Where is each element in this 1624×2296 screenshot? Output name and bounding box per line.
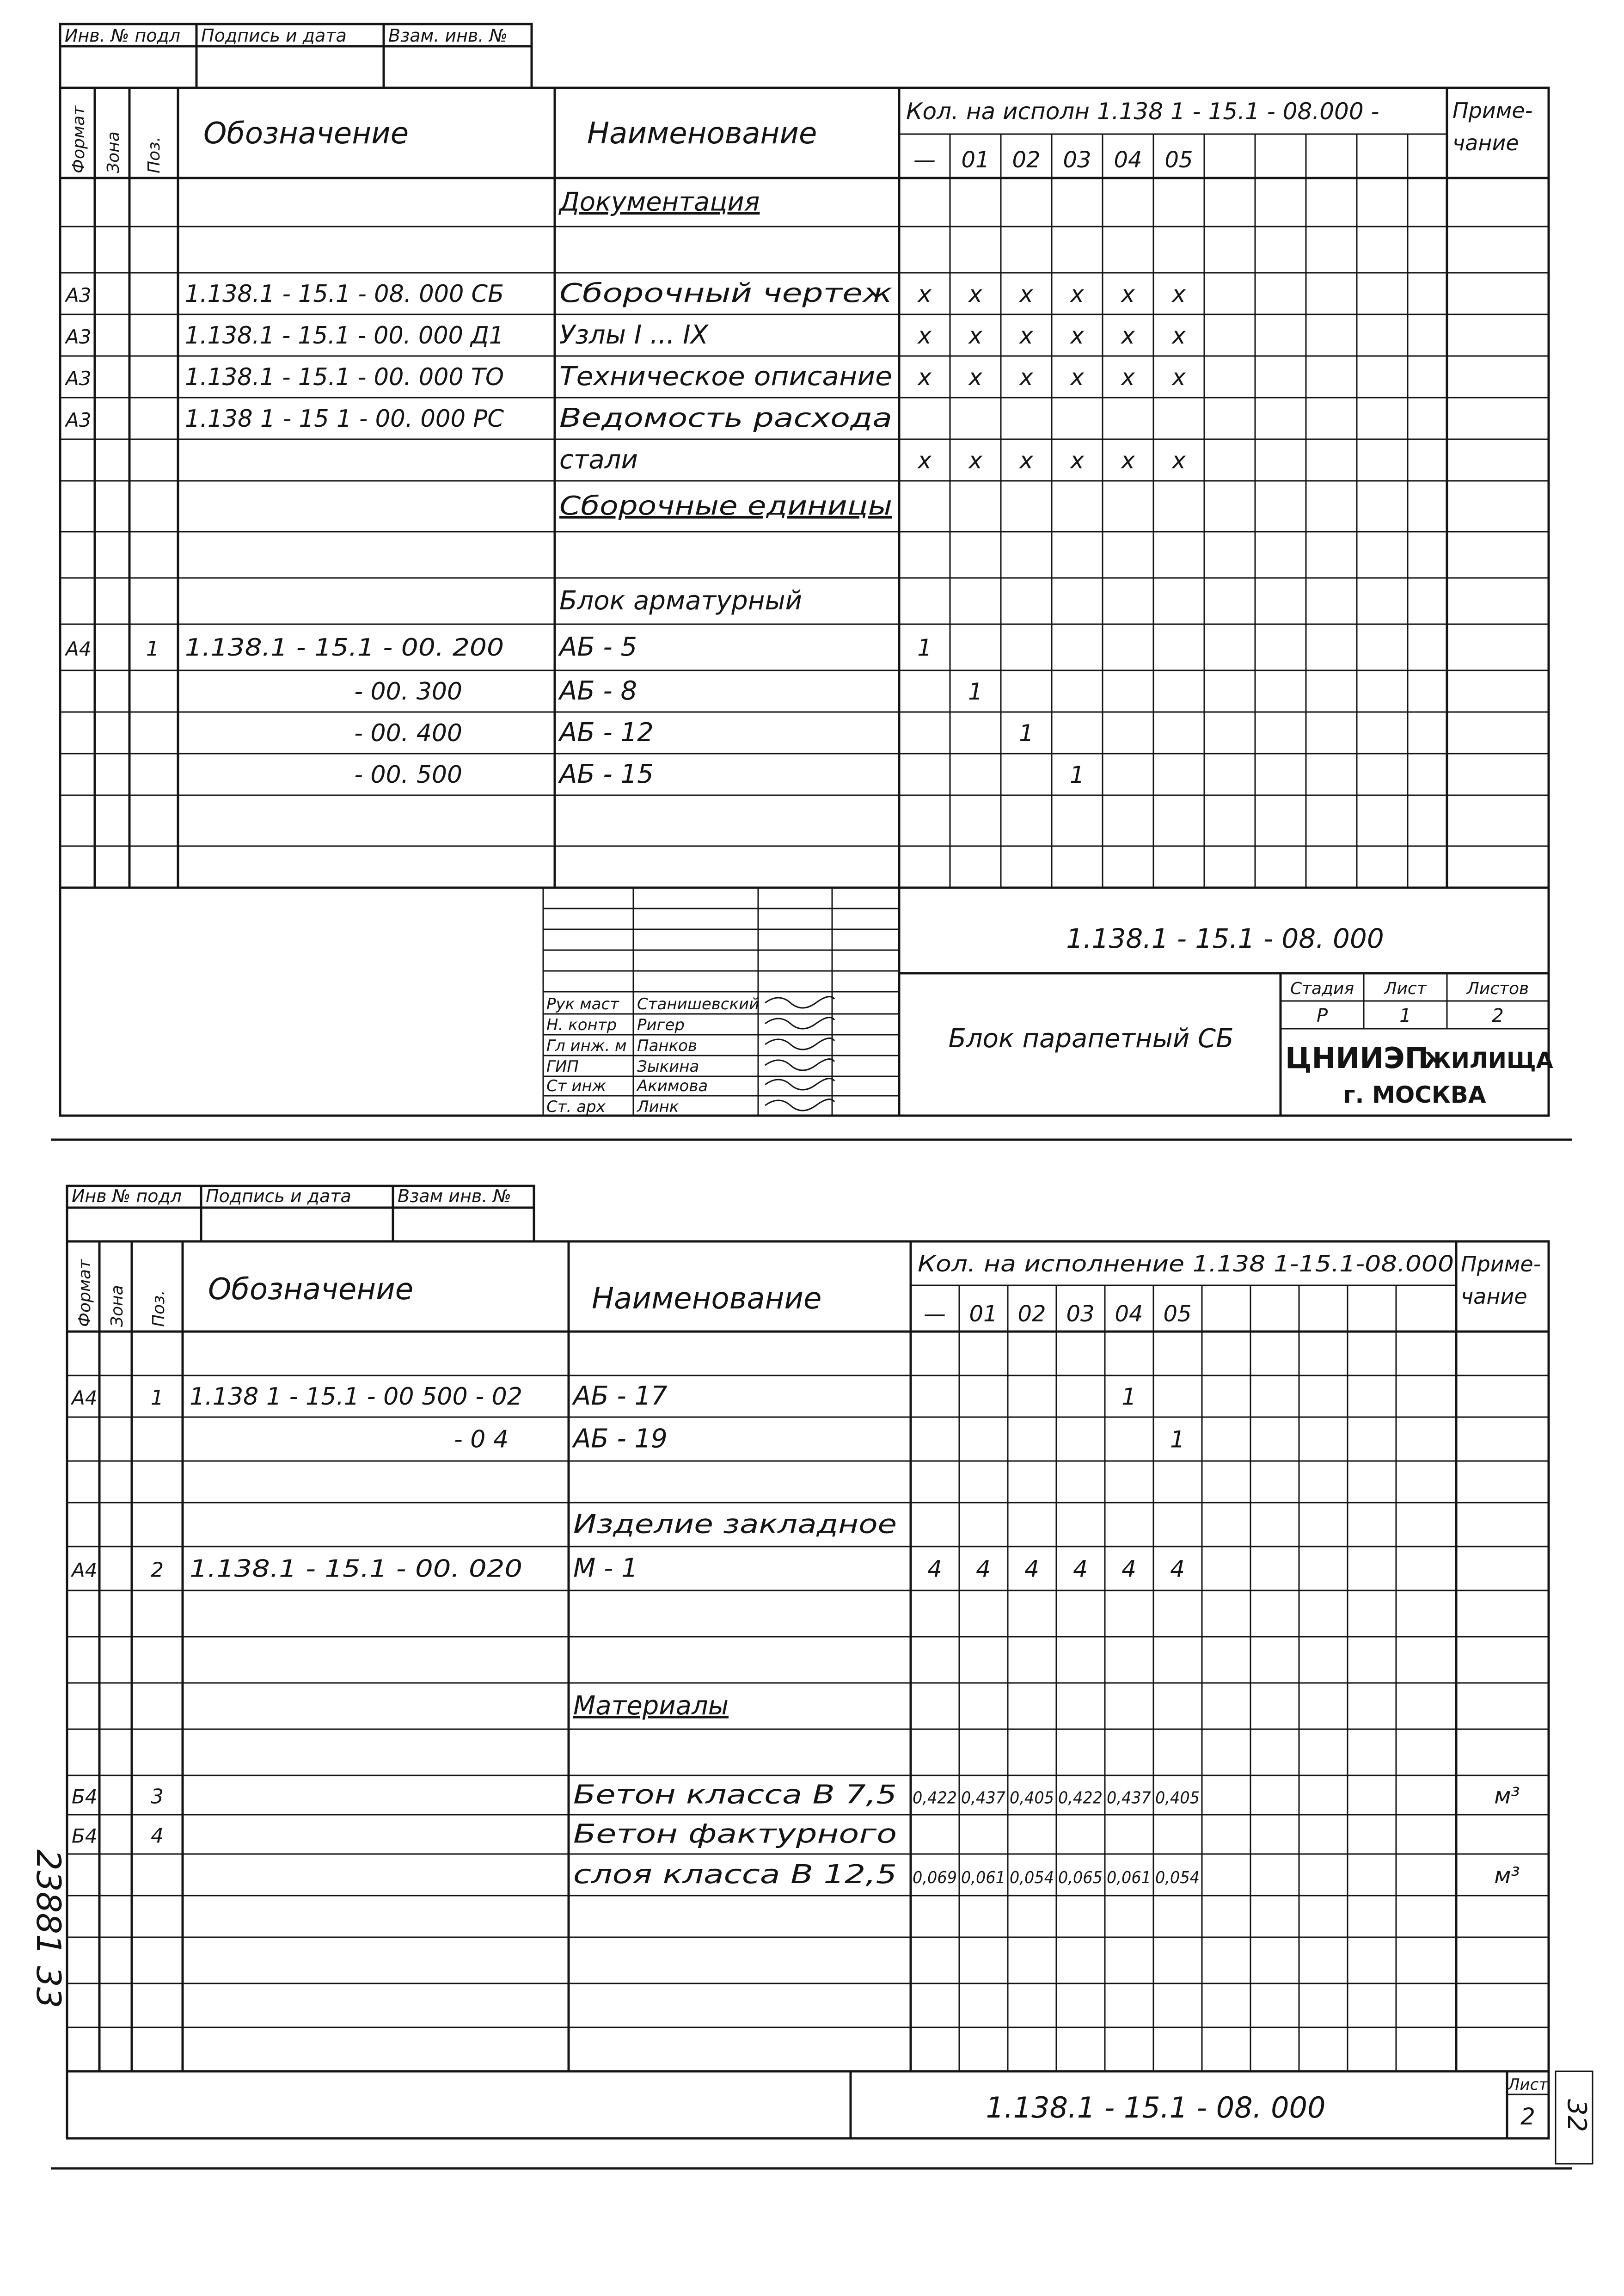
- variant-header: 02: [1017, 1301, 1046, 1327]
- qty-cell: 1: [968, 678, 983, 705]
- qty-cell: x: [1121, 281, 1135, 307]
- qty-cell: x: [1019, 322, 1033, 349]
- qty-cell: x: [1172, 447, 1186, 474]
- designation-cell: 1.138.1 - 15.1 - 00. 000 ТО: [185, 363, 504, 391]
- stamp-inv-label: Инв. № подл: [65, 25, 181, 46]
- sheet2-column-lines: [99, 1241, 1456, 2071]
- title-code: 1.138.1 - 15.1 - 08. 000: [1066, 923, 1384, 954]
- name-cell: стали: [559, 445, 638, 475]
- header2-qty: Кол. на исполнение 1.138 1-15.1-08.000: [918, 1251, 1454, 1277]
- signer-role: Рук маст: [546, 995, 619, 1013]
- qty-cell: x: [918, 447, 932, 474]
- name-cell: Материалы: [573, 1691, 729, 1721]
- sheets-value: 2: [1492, 1005, 1504, 1026]
- stamp2-vzam-label: Взам инв. №: [398, 1186, 511, 1206]
- designation-cell: 1.138.1 - 15.1 - 00. 020: [190, 1555, 522, 1583]
- note-cell: м³: [1494, 1863, 1520, 1889]
- sheet1-rows: [64, 187, 1186, 790]
- header2-pos: Поз.: [149, 1290, 168, 1327]
- name-cell: АБ - 19: [573, 1424, 668, 1454]
- sheet-value: 1: [1399, 1005, 1411, 1026]
- org-city: г. МОСКВА: [1343, 1081, 1486, 1108]
- qty-cell: x: [1019, 447, 1033, 474]
- qty-cell: 4: [976, 1555, 991, 1583]
- sheet1-column-lines: [95, 88, 1447, 888]
- signer-name: Акимова: [637, 1077, 708, 1095]
- footer-sheet-label: Лист: [1508, 2075, 1548, 2094]
- qty-cell: 1: [1070, 761, 1085, 788]
- variant-header: —: [913, 147, 936, 173]
- note-cell: м³: [1494, 1783, 1520, 1809]
- pos-cell: 3: [151, 1785, 164, 1809]
- qty-cell: 0,061: [1107, 1868, 1151, 1887]
- header-pos: Поз.: [145, 136, 164, 173]
- pos-cell: 1: [151, 1386, 164, 1410]
- qty-cell: x: [1070, 364, 1084, 391]
- signer-role: Ст. арх: [546, 1098, 606, 1116]
- qty-cell: 0,069: [913, 1868, 957, 1887]
- title-block: [543, 888, 1553, 1116]
- format-cell: А4: [72, 1559, 98, 1582]
- qty-cell: 4: [1121, 1555, 1136, 1583]
- qty-cell: x: [1121, 447, 1135, 474]
- qty-cell: x: [1172, 281, 1186, 307]
- signer-name: Ригер: [637, 1016, 685, 1034]
- designation-cell: - 00. 500: [354, 761, 462, 789]
- footer-code: 1.138.1 - 15.1 - 08. 000: [986, 2091, 1326, 2124]
- format-cell: Б4: [72, 1785, 98, 1808]
- signature-mark: [765, 1038, 834, 1050]
- name-cell: АБ - 8: [559, 676, 637, 706]
- sheet-1: [60, 24, 1553, 1116]
- title-name: Блок парапетный СБ: [948, 1024, 1234, 1054]
- qty-cell: x: [1019, 281, 1033, 307]
- name-cell: Сборочный чертеж: [559, 278, 892, 308]
- name-cell: Сборочные единицы: [559, 491, 892, 521]
- stage-label: Стадия: [1290, 979, 1354, 998]
- qty-cell: 4: [1170, 1555, 1185, 1583]
- header2-note-1: Приме-: [1461, 1252, 1541, 1277]
- header2-note-2: чание: [1461, 1284, 1527, 1309]
- variant-header: 02: [1012, 147, 1041, 173]
- stamp2-sign-label: Подпись и дата: [206, 1186, 351, 1206]
- name-cell: слоя класса В 12,5: [573, 1860, 897, 1890]
- pos-cell: 2: [151, 1558, 164, 1582]
- sheet1-row-lines: [60, 227, 1549, 846]
- sheets-label: Листов: [1466, 979, 1529, 998]
- header-designation: Обозначение: [203, 117, 409, 151]
- qty-cell: x: [1172, 322, 1186, 349]
- name-cell: Техническое описание: [559, 362, 892, 392]
- qty-cell: 0,422: [1058, 1788, 1103, 1808]
- designation-cell: 1.138 1 - 15.1 - 00 500 - 02: [190, 1383, 522, 1411]
- stamp2-inv-label: Инв № подл: [72, 1186, 182, 1206]
- signature-mark: [765, 1059, 834, 1070]
- name-cell: Ведомость расхода: [559, 403, 892, 433]
- qty-cell: 1: [1121, 1383, 1136, 1410]
- qty-cell: x: [1019, 364, 1033, 391]
- name-cell: АБ - 12: [559, 718, 654, 748]
- qty-cell: 0,061: [961, 1868, 1005, 1887]
- header-zone: Зона: [104, 131, 123, 173]
- qty-cell: 0,054: [1155, 1868, 1200, 1887]
- name-cell: Изделие закладное: [573, 1509, 897, 1540]
- format-cell: Б4: [72, 1824, 98, 1848]
- designation-cell: - 00. 300: [354, 678, 462, 706]
- format-cell: А3: [66, 409, 92, 431]
- qty-cell: 1: [1170, 1426, 1185, 1453]
- variant-headers-2: [924, 1301, 1192, 1327]
- designation-cell: 1.138.1 - 15.1 - 00. 000 Д1: [185, 322, 504, 350]
- name-cell: АБ - 5: [559, 632, 637, 662]
- signer-name: Зыкина: [637, 1057, 699, 1076]
- designation-cell: 1.138 1 - 15 1 - 00. 000 РС: [185, 405, 504, 433]
- header2-designation: Обозначение: [208, 1272, 414, 1307]
- signature-mark: [765, 1099, 834, 1111]
- qty-cell: x: [968, 322, 982, 349]
- qty-cell: 0,422: [913, 1788, 957, 1808]
- name-cell: Бетон класса В 7,5: [573, 1780, 897, 1810]
- format-cell: А3: [66, 325, 92, 348]
- signer-name: Линк: [637, 1098, 679, 1116]
- header-format: Формат: [69, 105, 88, 173]
- footer-sheet-value: 2: [1520, 2103, 1535, 2130]
- qty-cell: x: [1070, 281, 1084, 307]
- qty-cell: x: [1121, 322, 1135, 349]
- archive-number: 23881 33: [29, 1849, 68, 2008]
- signature-mark: [765, 997, 834, 1008]
- qty-cell: x: [1070, 447, 1084, 474]
- variant-header: 01: [961, 147, 990, 173]
- sheet-2: [67, 1186, 1549, 2138]
- qty-cell: x: [968, 447, 982, 474]
- variant-header: 01: [969, 1301, 998, 1327]
- stamp-vzam-label: Взам. инв. №: [388, 25, 508, 46]
- signer-role: ГИП: [546, 1057, 579, 1076]
- variant-header: 04: [1114, 147, 1142, 173]
- designation-cell: - 0 4: [454, 1425, 509, 1454]
- org-dept: ЖИЛИЩА: [1424, 1048, 1553, 1074]
- designation-cell: - 00. 400: [354, 719, 462, 747]
- header-name: Наименование: [587, 117, 817, 151]
- header2-format: Формат: [75, 1259, 94, 1327]
- pos-cell: 4: [151, 1824, 164, 1848]
- page-number: 32: [1562, 2099, 1592, 2132]
- header-note-1: Приме-: [1452, 98, 1533, 123]
- qty-cell: 1: [917, 634, 932, 661]
- qty-cell: 0,405: [1155, 1788, 1200, 1808]
- signer-name: Станишевский: [637, 995, 760, 1013]
- sheet2-rows: [70, 1381, 1520, 1890]
- qty-cell: 0,054: [1010, 1868, 1054, 1887]
- variant-header: 05: [1164, 147, 1193, 173]
- variant-headers: [913, 147, 1193, 173]
- qty-cell: 4: [1073, 1555, 1088, 1583]
- variant-header: 05: [1163, 1301, 1192, 1327]
- qty-cell: 0,405: [1010, 1788, 1054, 1808]
- qty-cell: x: [918, 364, 932, 391]
- qty-cell: 0,437: [1107, 1788, 1152, 1808]
- signer-role: Ст инж: [546, 1077, 607, 1095]
- variant-header: 03: [1063, 147, 1091, 173]
- header-note-2: чание: [1452, 130, 1519, 155]
- header2-zone: Зона: [108, 1285, 127, 1327]
- qty-cell: x: [968, 364, 982, 391]
- qty-cell: 4: [1024, 1555, 1039, 1583]
- variant-header: 03: [1066, 1301, 1095, 1327]
- signer-name: Панков: [637, 1037, 698, 1055]
- header2-name: Наименование: [592, 1282, 822, 1316]
- org-name: ЦНИИЭП: [1285, 1041, 1429, 1075]
- qty-cell: x: [918, 322, 932, 349]
- qty-cell: 0,437: [961, 1788, 1006, 1808]
- name-cell: Документация: [559, 187, 760, 217]
- name-cell: Блок арматурный: [559, 586, 803, 616]
- header-qty: Кол. на исполн 1.138 1 - 15.1 - 08.000 -: [906, 98, 1379, 125]
- variant-header: 04: [1115, 1301, 1143, 1327]
- qty-cell: 1: [1019, 720, 1034, 747]
- qty-cell: x: [1172, 364, 1186, 391]
- name-cell: М - 1: [573, 1553, 638, 1584]
- stamp-sign-label: Подпись и дата: [201, 25, 347, 46]
- pos-cell: 1: [146, 637, 159, 661]
- stage-value: Р: [1316, 1005, 1328, 1026]
- name-cell: АБ - 15: [559, 759, 654, 789]
- qty-cell: x: [1121, 364, 1135, 391]
- signer-role: Н. контр: [546, 1016, 617, 1034]
- signer-role: Гл инж. м: [546, 1037, 627, 1055]
- designation-cell: 1.138.1 - 15.1 - 00. 200: [185, 634, 504, 662]
- name-cell: Узлы I ... IX: [559, 320, 709, 350]
- qty-cell: x: [918, 281, 932, 307]
- format-cell: А3: [66, 284, 92, 307]
- designation-cell: 1.138.1 - 15.1 - 08. 000 СБ: [185, 280, 504, 308]
- signature-mark: [765, 1018, 834, 1029]
- format-cell: А4: [72, 1387, 98, 1409]
- qty-cell: 0,065: [1058, 1868, 1103, 1887]
- qty-cell: x: [968, 281, 982, 307]
- qty-cell: 4: [927, 1555, 942, 1583]
- qty-cell: x: [1070, 322, 1084, 349]
- sheet-label: Лист: [1384, 979, 1427, 998]
- name-cell: Бетон фактурного: [573, 1819, 897, 1849]
- sheet2-row-lines: [67, 1375, 1549, 2027]
- variant-header: —: [924, 1301, 946, 1327]
- format-cell: А4: [66, 638, 92, 660]
- name-cell: АБ - 17: [573, 1381, 668, 1411]
- format-cell: А3: [66, 367, 92, 390]
- signature-mark: [765, 1079, 834, 1090]
